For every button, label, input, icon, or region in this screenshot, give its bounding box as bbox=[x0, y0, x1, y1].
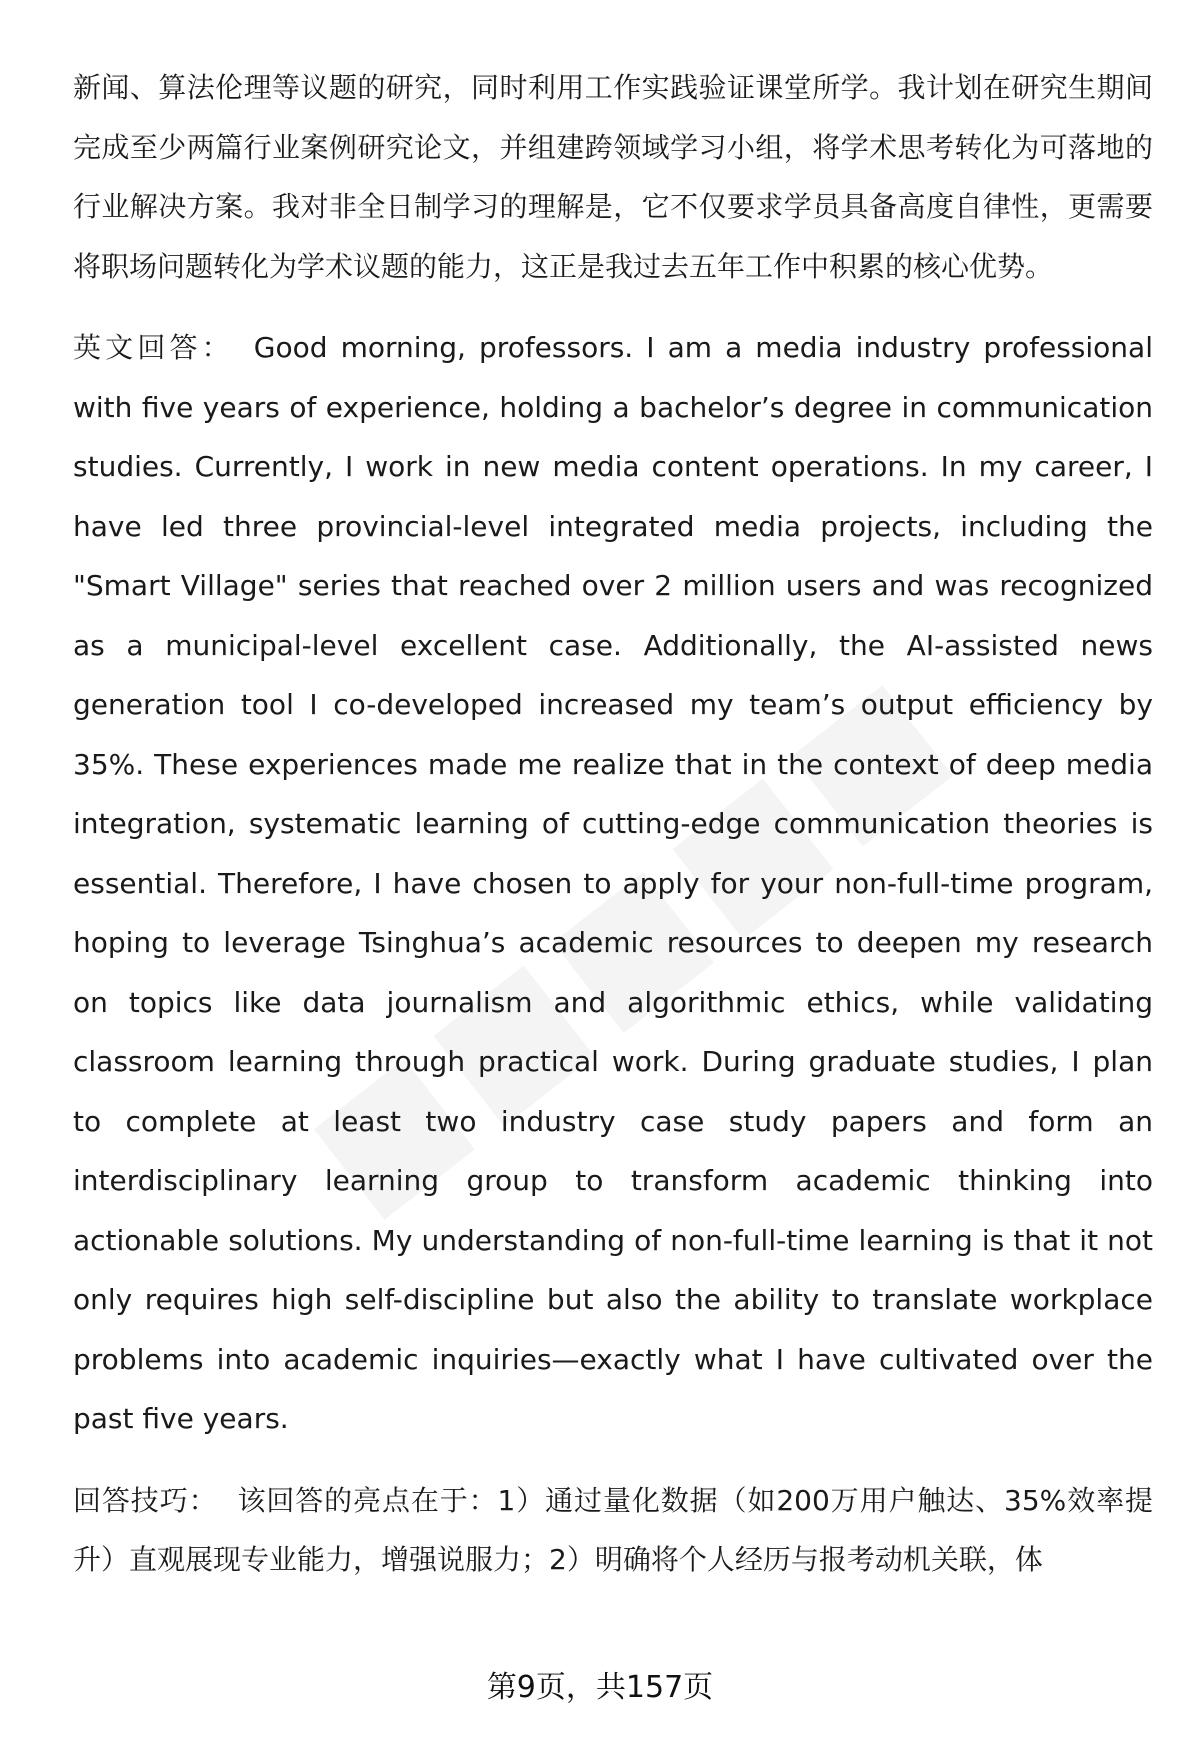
chinese-paragraph: 新闻、算法伦理等议题的研究，同时利用工作实践验证课堂所学。我计划在研究生期间完成至少两篇行业案例研究论文，并组建跨领域学习小组，将学术思考转化为可落地的行业解决方案。我对非全日制学习的理解是，它不仅要求学员具备高度自律性，更需要将职场问题转化为学术议题的能力，这正是我过去五年工作中积累的核心优势。 bbox=[73, 71, 1153, 283]
page-footer: 第9页，共157页 bbox=[486, 1670, 714, 1705]
answer-tips-text: 该回答的亮点在于：1）通过量化数据（如200万用户触达、35%效率提升）直观展现专业能力，增强说服力；2）明确将个人经历与报考动机关联，体 bbox=[73, 1483, 1153, 1576]
answer-tips-label: 回答技巧： bbox=[73, 1483, 218, 1517]
english-answer-paragraph bbox=[73, 318, 1153, 1449]
english-answer-label: 英文回答： bbox=[73, 331, 234, 364]
answer-tips-paragraph bbox=[73, 1471, 1153, 1590]
english-answer-text: Good morning, professors. I am a media industry professional with five years of experience, holding a bachelor’s degree in communication studies. Currently, I work in new media content operations. In my career, I have led three provincial-level integrated media projects, including the "Smart Village" series that reached over 2 million users and was recognized as a municipal-level excellent case. Additionally, the AI-assisted news generation tool I co-developed increased my team’s output efficiency by 35%. These experiences made me realize that in the context of deep media integration, systematic learning of cutting-edge communication theories is essential. Therefore, I have chosen to apply for your non-full-time program, hoping to leverage Tsinghua’s academic resources to deepen my research on topics like data journalism and algorithmic ethics, while validating classroom learning through practical work. During graduate studies, I plan to complete at least two industry case study papers and form an interdisciplinary learning group to transform academic thinking into actionable solutions. My understanding of non-full-time learning is that it not only requires high self-discipline but also the ability to translate workplace problems into academic inquiries—exactly what I have cultivated over the past five years. bbox=[73, 331, 1153, 1435]
document-body bbox=[73, 58, 1153, 1590]
